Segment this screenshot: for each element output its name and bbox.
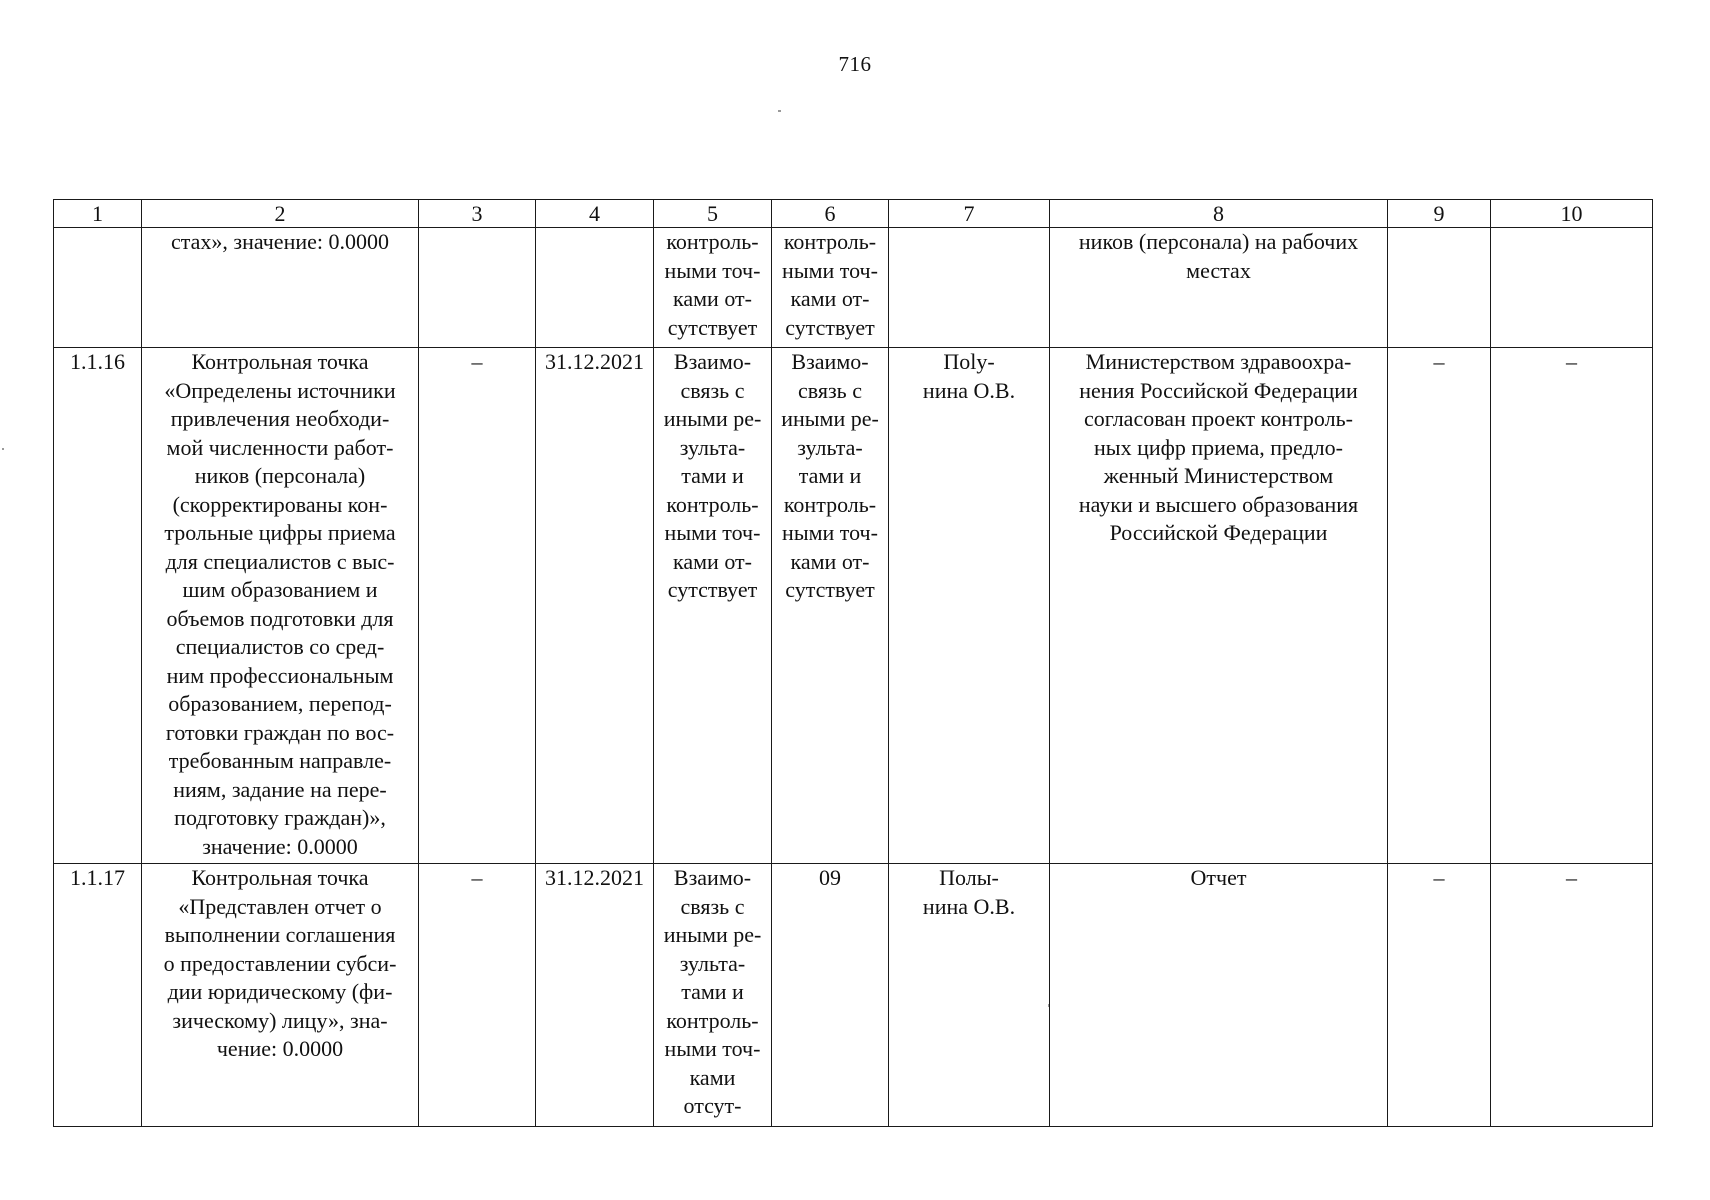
table-row (54, 864, 1653, 1127)
header-cell-6: 6 (772, 200, 889, 228)
end-date-cell: 31.12.2021 (536, 864, 654, 1127)
header-cell-7: 7 (889, 200, 1050, 228)
successor-cell: Взаимо- связь с иными ре- зульта- тами и контроль- ными точ- ками от- сутствует (772, 348, 889, 864)
predecessor-cell: Взаимо- связь с иными ре- зульта- тами и контроль- ными точ- ками от- сутствует (654, 348, 772, 864)
result-description-cell: ников (персонала) на рабочих местах (1050, 228, 1388, 348)
header-cell-3: 3 (419, 200, 536, 228)
column-9-cell (1388, 228, 1491, 348)
header-cell-4: 4 (536, 200, 654, 228)
start-date-cell: – (419, 348, 536, 864)
control-point-description-cell: Контрольная точка «Определены источники привлечения необходи- мой численности работ- ников (персонала) (скорректированы кон- трольные цифры приема для специалистов с выс- шим образованием и объемов подготовки для специалистов со сред- ним профессиональным образованием, перепод- готовки граждан по вос- требованным направле- ниям, задание на пере- подготовку граждан)», значение: 0.0000 (142, 348, 419, 864)
header-cell-8: 8 (1050, 200, 1388, 228)
header-cell-1: 1 (54, 200, 142, 228)
header-cell-10: 10 (1491, 200, 1653, 228)
header-row (54, 200, 1653, 228)
predecessor-cell: Взаимо- связь с иными ре- зульта- тами и контроль- ными точ- ками отсут- (654, 864, 772, 1127)
successor-cell: 09 (772, 864, 889, 1127)
column-9-cell: – (1388, 348, 1491, 864)
page-number: 716 (838, 52, 872, 76)
responsible-cell: Поly- нина О.В. (889, 348, 1050, 864)
start-date-cell (419, 228, 536, 348)
column-9-cell: – (1388, 864, 1491, 1127)
scan-speck (2, 448, 4, 450)
column-10-cell (1491, 228, 1653, 348)
header-cell-5: 5 (654, 200, 772, 228)
successor-cell: контроль- ными точ- ками от- сутствует (772, 228, 889, 348)
control-point-description-cell: стах», значение: 0.0000 (142, 228, 419, 348)
header-cell-2: 2 (142, 200, 419, 228)
result-description-cell: Отчет (1050, 864, 1388, 1127)
responsible-cell (889, 228, 1050, 348)
row-number-cell: 1.1.17 (54, 864, 142, 1127)
column-10-cell: – (1491, 864, 1653, 1127)
scan-speck (778, 110, 781, 112)
predecessor-cell: контроль- ными точ- ками от- сутствует (654, 228, 772, 348)
control-point-description-cell: Контрольная точка «Представлен отчет о выполнении соглашения о предоставлении субси- дии юридическому (фи- зическому) лицу», зна- чение: 0.0000 (142, 864, 419, 1127)
end-date-cell: 31.12.2021 (536, 348, 654, 864)
end-date-cell (536, 228, 654, 348)
plan-table (53, 199, 1653, 1127)
result-description-cell: Министерством здравоохра- нения Российской Федерации согласован проект контроль- ных цифр приема, предло- женный Министерством науки и высшего образования Российской Федерации (1050, 348, 1388, 864)
start-date-cell: – (419, 864, 536, 1127)
row-number-cell (54, 228, 142, 348)
row-number-cell: 1.1.16 (54, 348, 142, 864)
responsible-cell: Полы- нина О.В. (889, 864, 1050, 1127)
table-row (54, 348, 1653, 864)
column-10-cell: – (1491, 348, 1653, 864)
header-cell-9: 9 (1388, 200, 1491, 228)
table-row-continuation (54, 228, 1653, 348)
